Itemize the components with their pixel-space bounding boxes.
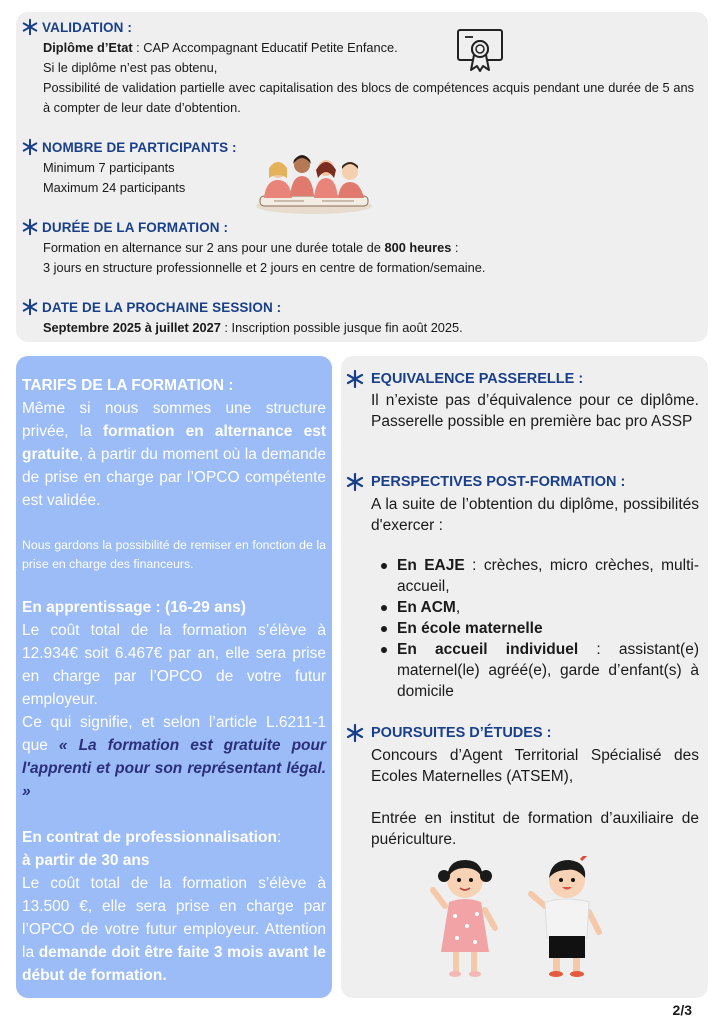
apprentissage-title: En apprentissage : (16-29 ans) [22, 599, 246, 616]
equivalence-header [345, 368, 583, 390]
children-illustration [427, 856, 627, 986]
article-text: Ce qui signifie, et selon l’article L.6211-1 que [22, 714, 326, 754]
diploma-text: : CAP Accompagnant Educatif Petite Enfance. [132, 40, 398, 55]
tarifs-intro [22, 397, 326, 512]
tarifs-title: TARIFS DE LA FORMATION : [22, 377, 234, 394]
duration-colon: : [451, 240, 459, 255]
students-illustration [254, 148, 374, 216]
pro-text-bold: demande doit être faite 3 mois avant le début de formation. [22, 944, 326, 984]
tarifs-panel [16, 356, 332, 998]
apprentissage-article [22, 711, 326, 803]
list-item [379, 618, 699, 639]
session-section [16, 298, 708, 338]
item-bold: En EAJE [397, 557, 465, 574]
validation-diploma [16, 38, 708, 58]
asterisk-icon [345, 369, 365, 389]
item-bold: En école maternelle [397, 620, 543, 637]
page-number: 2/3 [672, 1002, 692, 1018]
poursuites-header [345, 722, 551, 744]
duration-hours: 800 heures [384, 240, 452, 255]
pro-title-colon: : [276, 829, 282, 846]
list-item [379, 639, 699, 702]
poursuites-title: POURSUITES D’ÉTUDES : [371, 725, 552, 741]
poursuites-p1: Concours d’Agent Territorial Spécialisé des Ecoles Maternelles (ATSEM), [371, 747, 699, 785]
asterisk-icon [21, 298, 39, 316]
session-line [16, 318, 708, 338]
item-text: , [455, 599, 461, 616]
pro-title-text: En contrat de professionnalisation [22, 829, 277, 846]
apprentissage-text: Le coût total de la formation s’élève à 12.934€ soit 6.467€ par an, elle sera prise en charge par l’OPCO de votre futur employeur. [22, 622, 326, 708]
duration-text: Formation en alternance sur 2 ans pour une durée totale de [43, 240, 385, 255]
duration-section [16, 218, 708, 278]
perspectives-title: PERSPECTIVES POST-FORMATION : [371, 474, 626, 490]
pro-subtitle: à partir de 30 ans [22, 852, 150, 869]
duration-line2: 3 jours en structure professionnelle et 2 jours en centre de formation/semaine. [43, 260, 486, 275]
participants-max: Maximum 24 participants [43, 180, 186, 195]
perspectives-intro: A la suite de l’obtention du diplôme, possibilités d'exercer : [371, 496, 699, 534]
participants-min: Minimum 7 participants [43, 160, 175, 175]
equivalence-title: EQUIVALENCE PASSERELLE : [371, 371, 584, 387]
tarifs-intro-bold: formation en alternance est gratuite [22, 423, 326, 463]
asterisk-icon [345, 723, 365, 743]
duration-line1 [16, 238, 708, 258]
item-text: : crèches, micro crèches, multi-accueil, [397, 557, 699, 595]
participants-title: NOMBRE DE PARTICIPANTS : [42, 139, 237, 155]
validation-title: VALIDATION : [42, 19, 132, 35]
apprentissage-quote: « La formation est gratuite pour l'apprenti et pour son représentant légal. » [22, 737, 327, 800]
asterisk-icon [21, 218, 39, 236]
session-title: DATE DE LA PROCHAINE SESSION : [42, 299, 282, 315]
tarifs-intro-a: Même si nous sommes une structure privée, la [22, 400, 326, 440]
validation-section [16, 18, 708, 118]
perspectives-list [379, 555, 699, 702]
validation-line2: Si le diplôme n’est pas obtenu, [43, 60, 218, 75]
list-item [379, 555, 699, 597]
pro-text-a: Le coût total de la formation s’élève à 13.500 €, elle sera prise en charge par l’OPCO de votre futur employeur. Attention la [22, 875, 326, 961]
perspectives-header [345, 471, 625, 493]
certificate-icon [455, 26, 505, 74]
equivalence-text: Il n’existe pas d’équivalence pour ce diplôme. Passerelle possible en première bac pro ASSP [371, 392, 699, 430]
pro-title [22, 826, 326, 849]
diploma-label: Diplôme d’Etat [43, 40, 133, 55]
duration-title: DURÉE DE LA FORMATION : [42, 219, 229, 235]
tarifs-remise: Nous gardons la possibilité de remiser en fonction de la prise en charge des financeurs. [22, 538, 326, 571]
pro-text [22, 872, 326, 987]
session-dates: Septembre 2025 à juillet 2027 [43, 320, 221, 335]
asterisk-icon [345, 472, 365, 492]
tarifs-intro-b: , à partir du moment où la demande de prise en charge par l’OPCO compétente est validée. [22, 446, 326, 509]
poursuites-p2: Entrée en institut de formation d’auxiliaire de puériculture. [371, 810, 699, 848]
item-bold: En accueil individuel [397, 641, 579, 658]
session-note: : Inscription possible jusque fin août 2025. [220, 320, 463, 335]
validation-line3: Possibilité de validation partielle avec capitalisation des blocs de compétences acquis pendant une durée de 5 ans à compter de leur date d’obtention. [43, 80, 694, 115]
info-panel [16, 12, 708, 342]
item-text: : assistant(e) maternel(le) agréé(e), garde d’enfant(s) à domicile [397, 641, 699, 700]
asterisk-icon [21, 18, 39, 36]
asterisk-icon [21, 138, 39, 156]
list-item [379, 597, 699, 618]
orientation-panel [341, 356, 708, 998]
item-bold: En ACM [397, 599, 456, 616]
